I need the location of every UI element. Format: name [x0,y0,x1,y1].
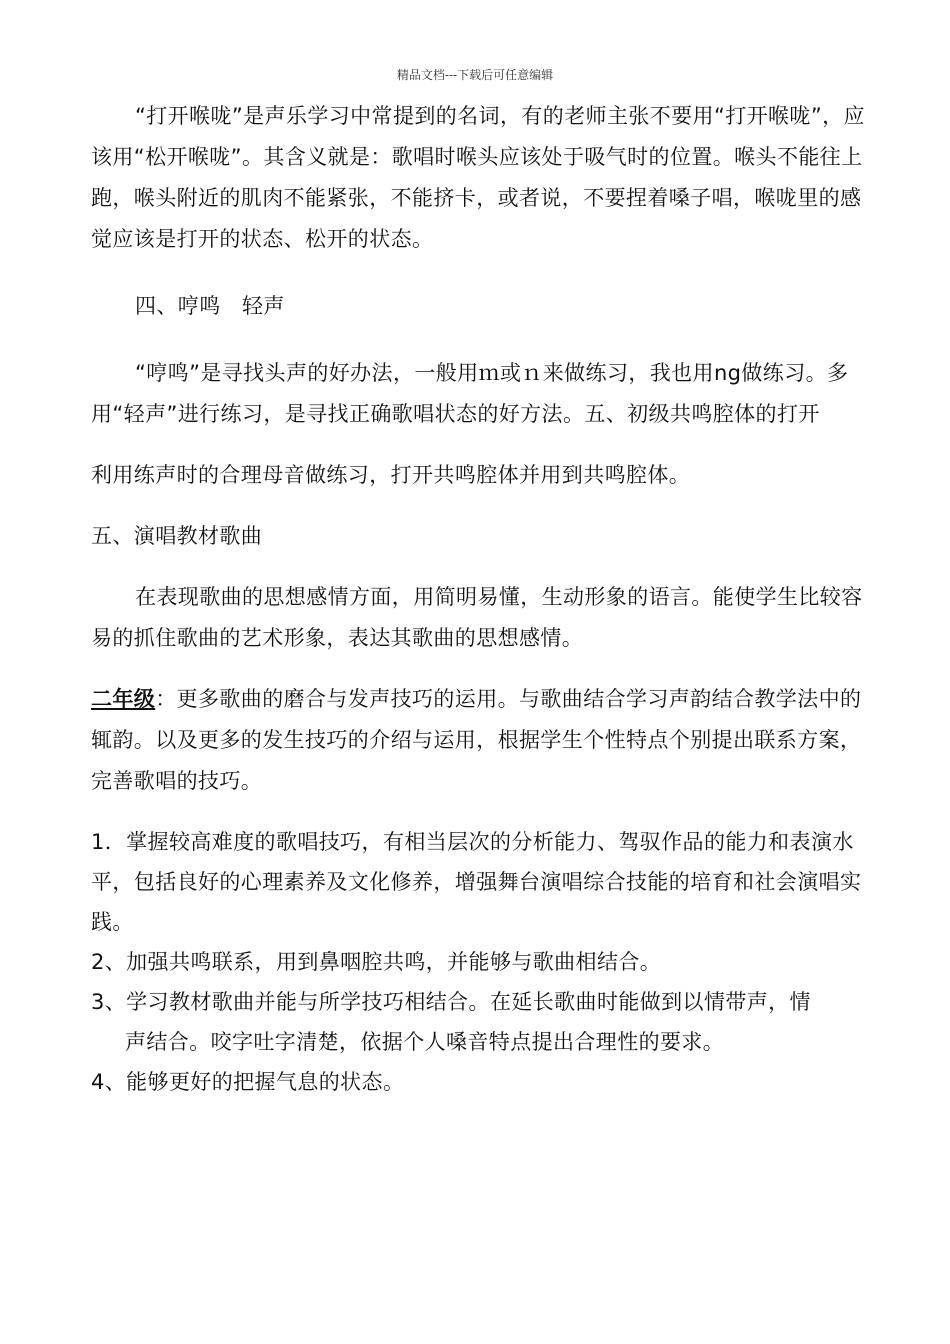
paragraph-humming: “哼鸣”是寻找头声的好办法，一般用ｍ或ｎ来做练习，我也用ng做练习。多用“轻声”进行练习，是寻找正确歌唱状态的好方法。五、初级共鸣腔体的打开 [91,361,849,426]
requirements-list [91,822,881,1102]
page-header: 精品文档---下载后可任意编辑 [396,68,554,82]
paragraph-songs: 在表现歌曲的思想感情方面，用简明易懂，生动形象的语言。能使学生比较容易的抓住歌曲的艺术形象，表达其歌曲的思想感情。 [91,585,863,650]
section-heading-humming: 四、哼鸣 轻声 [135,294,285,318]
document-body [91,96,881,1102]
list-item: 3、学习教材歌曲并能与所学技巧相结合。在延长歌曲时能做到以情带声，情 [91,990,811,1014]
section-heading-songs: 五、演唱教材歌曲 [91,524,263,548]
list-item: 4、能够更好的把握气息的状态。 [91,1070,405,1094]
list-item: 2、加强共鸣联系，用到鼻咽腔共鸣，并能够与歌曲相结合。 [91,950,662,974]
paragraph-grade2 [91,679,881,802]
paragraph-resonance: 利用练声时的合理母音做练习，打开共鸣腔体并用到共鸣腔体。 [91,463,691,487]
grade2-text: ：更多歌曲的磨合与发声技巧的运用。与歌曲结合学习声韵结合教学法中的辄韵。以及更多的发生技巧的介绍与运用，根据学生个性特点个别提出联系方案，完善歌唱的技巧。 [91,687,862,793]
paragraph-open-throat: “打开喉咙”是声乐学习中常提到的名词，有的老师主张不要用“打开喉咙”，应该用“松开喉咙”。其含义就是：歌唱时喉头应该处于吸气时的位置。喉头不能往上跑，喉头附近的肌肉不能紧张，不能挤卡，或者说，不要捏着嗓子唱，喉咙里的感觉应该是打开的状态、松开的状态。 [91,104,865,251]
list-item-continuation: 声结合。咬字吐字清楚，依据个人嗓音特点提出合理性的要求。 [125,1030,725,1054]
grade2-label: 二年级 [91,687,156,711]
list-item: 1．掌握较高难度的歌唱技巧，有相当层次的分析能力、驾驭作品的能力和表演水平，包括良好的心理素养及文化修养，增强舞台演唱综合技能的培育和社会演唱实践。 [91,830,862,934]
